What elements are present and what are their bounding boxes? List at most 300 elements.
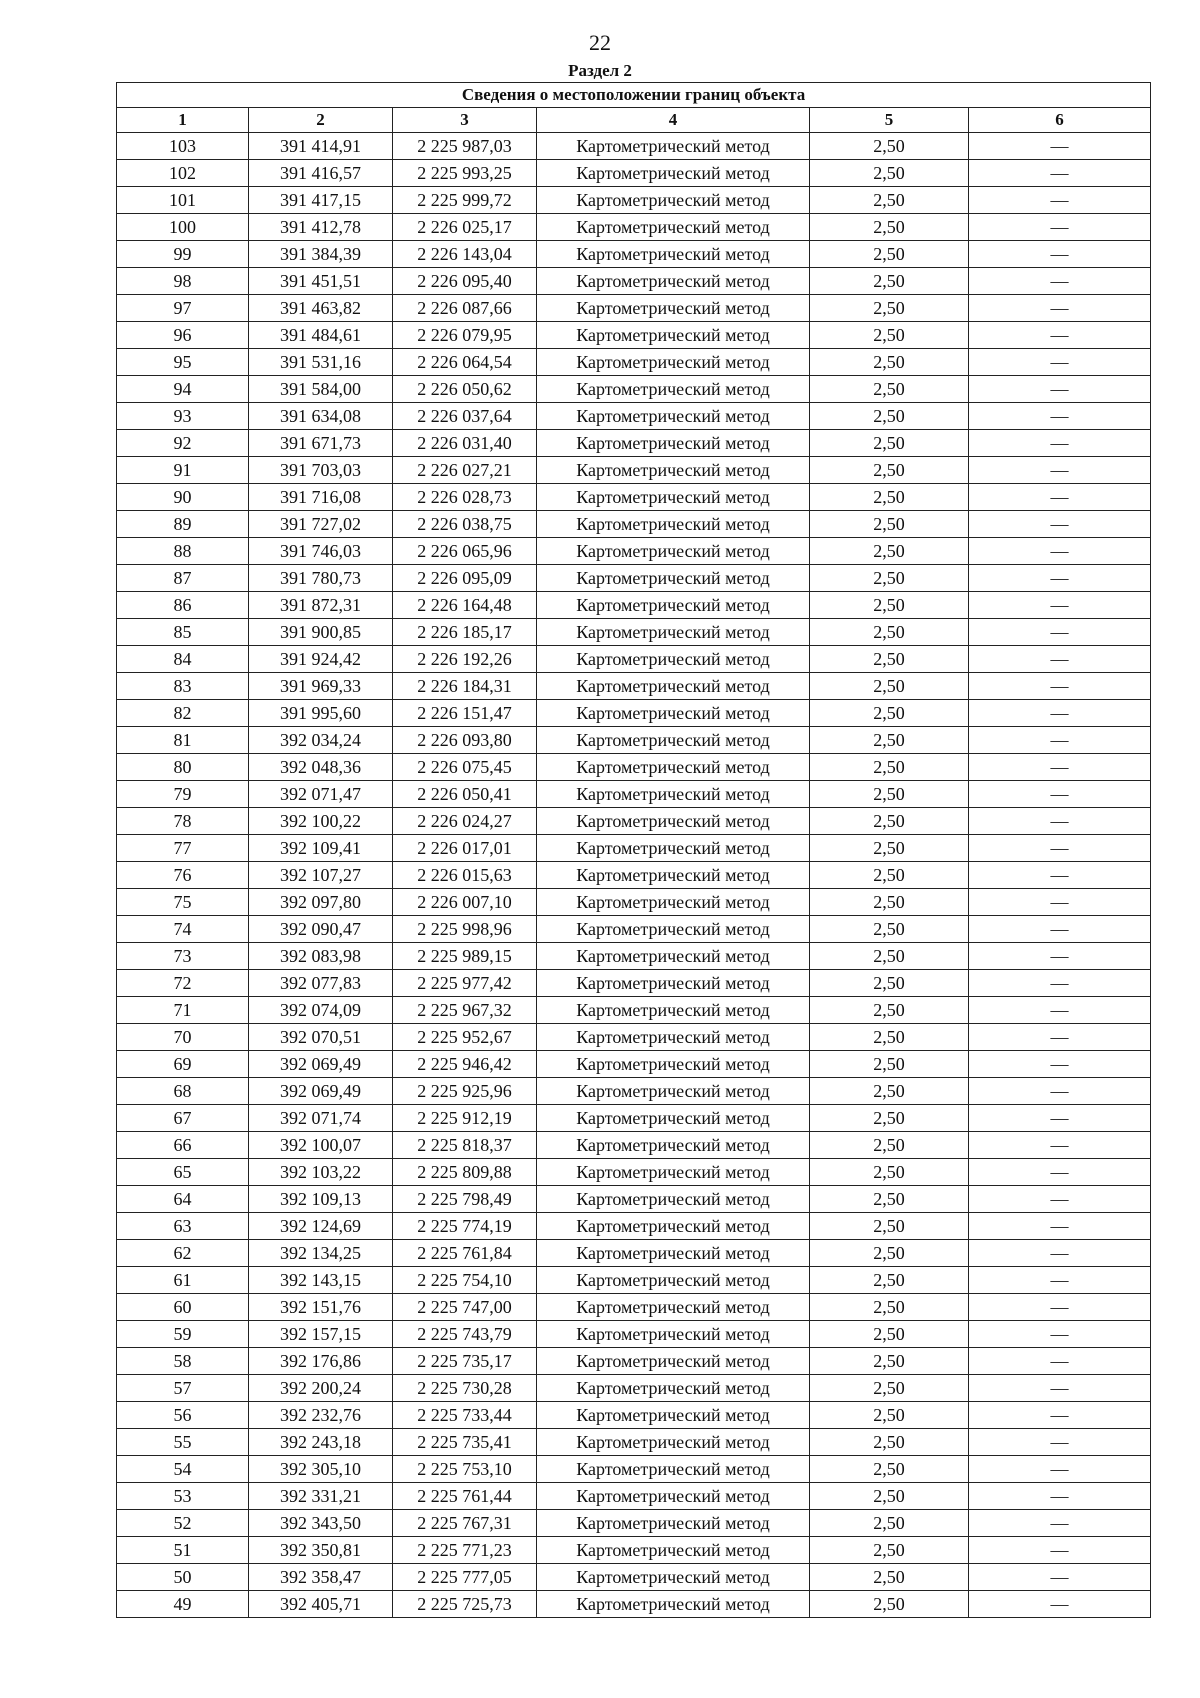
x-coordinate-cell: 391 727,02 [249, 511, 393, 538]
x-coordinate-cell: 392 176,86 [249, 1348, 393, 1375]
x-coordinate-cell: 391 484,61 [249, 322, 393, 349]
x-coordinate-cell: 391 780,73 [249, 565, 393, 592]
table-row [117, 1267, 1151, 1294]
accuracy-cell: 2,50 [810, 1591, 969, 1618]
note-cell: — [969, 808, 1151, 835]
table-row [117, 835, 1151, 862]
method-cell: Картометрический метод [537, 1402, 810, 1429]
y-coordinate-cell: 2 225 989,15 [393, 943, 537, 970]
method-cell: Картометрический метод [537, 1348, 810, 1375]
point-number-cell: 78 [117, 808, 249, 835]
note-cell: — [969, 160, 1151, 187]
x-coordinate-cell: 392 343,50 [249, 1510, 393, 1537]
table-row [117, 1510, 1151, 1537]
note-cell: — [969, 619, 1151, 646]
note-cell: — [969, 1294, 1151, 1321]
page-number: 22 [589, 30, 611, 55]
table-row [117, 1375, 1151, 1402]
x-coordinate-cell: 392 232,76 [249, 1402, 393, 1429]
note-cell: — [969, 1375, 1151, 1402]
x-coordinate-cell: 392 243,18 [249, 1429, 393, 1456]
accuracy-cell: 2,50 [810, 511, 969, 538]
x-coordinate-cell: 392 074,09 [249, 997, 393, 1024]
note-cell: — [969, 1402, 1151, 1429]
point-number-cell: 76 [117, 862, 249, 889]
accuracy-cell: 2,50 [810, 403, 969, 430]
note-cell: — [969, 1456, 1151, 1483]
note-cell: — [969, 970, 1151, 997]
table-row [117, 1240, 1151, 1267]
accuracy-cell: 2,50 [810, 592, 969, 619]
method-cell: Картометрический метод [537, 1321, 810, 1348]
note-cell: — [969, 1159, 1151, 1186]
accuracy-cell: 2,50 [810, 727, 969, 754]
point-number-cell: 54 [117, 1456, 249, 1483]
note-cell: — [969, 673, 1151, 700]
point-number-cell: 101 [117, 187, 249, 214]
accuracy-cell: 2,50 [810, 1240, 969, 1267]
point-number-cell: 66 [117, 1132, 249, 1159]
accuracy-cell: 2,50 [810, 781, 969, 808]
method-cell: Картометрический метод [537, 1186, 810, 1213]
y-coordinate-cell: 2 226 143,04 [393, 241, 537, 268]
x-coordinate-cell: 391 634,08 [249, 403, 393, 430]
y-coordinate-cell: 2 226 050,41 [393, 781, 537, 808]
y-coordinate-cell: 2 225 761,84 [393, 1240, 537, 1267]
y-coordinate-cell: 2 226 079,95 [393, 322, 537, 349]
method-cell: Картометрический метод [537, 916, 810, 943]
point-number-cell: 73 [117, 943, 249, 970]
note-cell: — [969, 1051, 1151, 1078]
note-cell: — [969, 727, 1151, 754]
point-number-cell: 68 [117, 1078, 249, 1105]
accuracy-cell: 2,50 [810, 808, 969, 835]
x-coordinate-cell: 392 100,07 [249, 1132, 393, 1159]
method-cell: Картометрический метод [537, 214, 810, 241]
accuracy-cell: 2,50 [810, 673, 969, 700]
point-number-cell: 55 [117, 1429, 249, 1456]
table-row [117, 538, 1151, 565]
y-coordinate-cell: 2 226 075,45 [393, 754, 537, 781]
accuracy-cell: 2,50 [810, 1051, 969, 1078]
method-cell: Картометрический метод [537, 646, 810, 673]
x-coordinate-cell: 391 924,42 [249, 646, 393, 673]
y-coordinate-cell: 2 225 993,25 [393, 160, 537, 187]
point-number-cell: 49 [117, 1591, 249, 1618]
method-cell: Картометрический метод [537, 1105, 810, 1132]
y-coordinate-cell: 2 225 912,19 [393, 1105, 537, 1132]
accuracy-cell: 2,50 [810, 619, 969, 646]
method-cell: Картометрический метод [537, 349, 810, 376]
accuracy-cell: 2,50 [810, 1213, 969, 1240]
accuracy-cell: 2,50 [810, 1483, 969, 1510]
point-number-cell: 94 [117, 376, 249, 403]
y-coordinate-cell: 2 226 065,96 [393, 538, 537, 565]
accuracy-cell: 2,50 [810, 268, 969, 295]
y-coordinate-cell: 2 225 735,17 [393, 1348, 537, 1375]
table-row [117, 619, 1151, 646]
y-coordinate-cell: 2 226 095,09 [393, 565, 537, 592]
table-row [117, 1105, 1151, 1132]
table-row [117, 241, 1151, 268]
x-coordinate-cell: 392 109,41 [249, 835, 393, 862]
note-cell: — [969, 376, 1151, 403]
point-number-cell: 85 [117, 619, 249, 646]
table-row [117, 511, 1151, 538]
point-number-cell: 84 [117, 646, 249, 673]
point-number-cell: 83 [117, 673, 249, 700]
accuracy-cell: 2,50 [810, 214, 969, 241]
method-cell: Картометрический метод [537, 295, 810, 322]
section-title: Раздел 2 [568, 61, 632, 80]
table-row [117, 1402, 1151, 1429]
point-number-cell: 99 [117, 241, 249, 268]
point-number-cell: 87 [117, 565, 249, 592]
point-number-cell: 92 [117, 430, 249, 457]
point-number-cell: 71 [117, 997, 249, 1024]
y-coordinate-cell: 2 226 184,31 [393, 673, 537, 700]
x-coordinate-cell: 392 070,51 [249, 1024, 393, 1051]
point-number-cell: 86 [117, 592, 249, 619]
note-cell: — [969, 511, 1151, 538]
method-cell: Картометрический метод [537, 619, 810, 646]
y-coordinate-cell: 2 225 730,28 [393, 1375, 537, 1402]
table-row [117, 1321, 1151, 1348]
y-coordinate-cell: 2 225 998,96 [393, 916, 537, 943]
x-coordinate-cell: 392 358,47 [249, 1564, 393, 1591]
table-row [117, 1348, 1151, 1375]
point-number-cell: 50 [117, 1564, 249, 1591]
method-cell: Картометрический метод [537, 376, 810, 403]
table-row [117, 1429, 1151, 1456]
method-cell: Картометрический метод [537, 1024, 810, 1051]
accuracy-cell: 2,50 [810, 1537, 969, 1564]
y-coordinate-cell: 2 225 743,79 [393, 1321, 537, 1348]
table-row [117, 430, 1151, 457]
accuracy-cell: 2,50 [810, 133, 969, 160]
x-coordinate-cell: 392 048,36 [249, 754, 393, 781]
table-row [117, 997, 1151, 1024]
x-coordinate-cell: 392 143,15 [249, 1267, 393, 1294]
x-coordinate-cell: 392 077,83 [249, 970, 393, 997]
method-cell: Картометрический метод [537, 1051, 810, 1078]
accuracy-cell: 2,50 [810, 1105, 969, 1132]
y-coordinate-cell: 2 226 037,64 [393, 403, 537, 430]
x-coordinate-cell: 392 071,47 [249, 781, 393, 808]
table-row [117, 457, 1151, 484]
note-cell: — [969, 835, 1151, 862]
x-coordinate-cell: 391 531,16 [249, 349, 393, 376]
accuracy-cell: 2,50 [810, 1294, 969, 1321]
method-cell: Картометрический метод [537, 187, 810, 214]
method-cell: Картометрический метод [537, 511, 810, 538]
y-coordinate-cell: 2 225 977,42 [393, 970, 537, 997]
x-coordinate-cell: 391 969,33 [249, 673, 393, 700]
y-coordinate-cell: 2 226 007,10 [393, 889, 537, 916]
y-coordinate-cell: 2 225 761,44 [393, 1483, 537, 1510]
x-coordinate-cell: 391 463,82 [249, 295, 393, 322]
point-number-cell: 88 [117, 538, 249, 565]
note-cell: — [969, 889, 1151, 916]
note-cell: — [969, 322, 1151, 349]
x-coordinate-cell: 391 414,91 [249, 133, 393, 160]
point-number-cell: 98 [117, 268, 249, 295]
method-cell: Картометрический метод [537, 592, 810, 619]
method-cell: Картометрический метод [537, 322, 810, 349]
note-cell: — [969, 1591, 1151, 1618]
x-coordinate-cell: 391 584,00 [249, 376, 393, 403]
table-row [117, 268, 1151, 295]
method-cell: Картометрический метод [537, 268, 810, 295]
method-cell: Картометрический метод [537, 700, 810, 727]
point-number-cell: 62 [117, 1240, 249, 1267]
y-coordinate-cell: 2 226 031,40 [393, 430, 537, 457]
y-coordinate-cell: 2 225 767,31 [393, 1510, 537, 1537]
method-cell: Картометрический метод [537, 1240, 810, 1267]
note-cell: — [969, 1483, 1151, 1510]
y-coordinate-cell: 2 225 771,23 [393, 1537, 537, 1564]
table-row [117, 889, 1151, 916]
point-number-cell: 57 [117, 1375, 249, 1402]
table-row [117, 673, 1151, 700]
note-cell: — [969, 349, 1151, 376]
x-coordinate-cell: 391 416,57 [249, 160, 393, 187]
note-cell: — [969, 1213, 1151, 1240]
table-row [117, 1294, 1151, 1321]
note-cell: — [969, 133, 1151, 160]
point-number-cell: 91 [117, 457, 249, 484]
accuracy-cell: 2,50 [810, 349, 969, 376]
table-row [117, 1483, 1151, 1510]
boundary-table [116, 82, 1151, 1618]
column-header: 1 [117, 108, 249, 133]
table-row [117, 943, 1151, 970]
y-coordinate-cell: 2 225 818,37 [393, 1132, 537, 1159]
y-coordinate-cell: 2 226 064,54 [393, 349, 537, 376]
point-number-cell: 67 [117, 1105, 249, 1132]
note-cell: — [969, 862, 1151, 889]
x-coordinate-cell: 391 671,73 [249, 430, 393, 457]
method-cell: Картометрический метод [537, 457, 810, 484]
y-coordinate-cell: 2 226 192,26 [393, 646, 537, 673]
y-coordinate-cell: 2 226 093,80 [393, 727, 537, 754]
table-row [117, 484, 1151, 511]
table-row [117, 862, 1151, 889]
y-coordinate-cell: 2 225 987,03 [393, 133, 537, 160]
table-row [117, 1537, 1151, 1564]
table-row [117, 916, 1151, 943]
column-header: 5 [810, 108, 969, 133]
table-row [117, 1213, 1151, 1240]
y-coordinate-cell: 2 226 151,47 [393, 700, 537, 727]
accuracy-cell: 2,50 [810, 484, 969, 511]
accuracy-cell: 2,50 [810, 430, 969, 457]
y-coordinate-cell: 2 226 164,48 [393, 592, 537, 619]
table-body [117, 83, 1151, 1618]
x-coordinate-cell: 392 157,15 [249, 1321, 393, 1348]
point-number-cell: 58 [117, 1348, 249, 1375]
point-number-cell: 96 [117, 322, 249, 349]
y-coordinate-cell: 2 226 050,62 [393, 376, 537, 403]
method-cell: Картометрический метод [537, 835, 810, 862]
point-number-cell: 74 [117, 916, 249, 943]
note-cell: — [969, 565, 1151, 592]
accuracy-cell: 2,50 [810, 1402, 969, 1429]
x-coordinate-cell: 392 097,80 [249, 889, 393, 916]
x-coordinate-cell: 391 995,60 [249, 700, 393, 727]
x-coordinate-cell: 392 090,47 [249, 916, 393, 943]
x-coordinate-cell: 392 405,71 [249, 1591, 393, 1618]
accuracy-cell: 2,50 [810, 1348, 969, 1375]
column-header: 3 [393, 108, 537, 133]
note-cell: — [969, 592, 1151, 619]
x-coordinate-cell: 392 107,27 [249, 862, 393, 889]
method-cell: Картометрический метод [537, 781, 810, 808]
method-cell: Картометрический метод [537, 538, 810, 565]
table-row [117, 1186, 1151, 1213]
y-coordinate-cell: 2 226 087,66 [393, 295, 537, 322]
method-cell: Картометрический метод [537, 1294, 810, 1321]
y-coordinate-cell: 2 225 967,32 [393, 997, 537, 1024]
method-cell: Картометрический метод [537, 970, 810, 997]
point-number-cell: 53 [117, 1483, 249, 1510]
accuracy-cell: 2,50 [810, 835, 969, 862]
accuracy-cell: 2,50 [810, 457, 969, 484]
method-cell: Картометрический метод [537, 1159, 810, 1186]
method-cell: Картометрический метод [537, 133, 810, 160]
point-number-cell: 63 [117, 1213, 249, 1240]
note-cell: — [969, 646, 1151, 673]
accuracy-cell: 2,50 [810, 322, 969, 349]
accuracy-cell: 2,50 [810, 862, 969, 889]
table-row [117, 295, 1151, 322]
method-cell: Картометрический метод [537, 808, 810, 835]
point-number-cell: 102 [117, 160, 249, 187]
point-number-cell: 69 [117, 1051, 249, 1078]
table-row [117, 781, 1151, 808]
table-row [117, 322, 1151, 349]
y-coordinate-cell: 2 226 017,01 [393, 835, 537, 862]
note-cell: — [969, 187, 1151, 214]
method-cell: Картометрический метод [537, 997, 810, 1024]
method-cell: Картометрический метод [537, 484, 810, 511]
accuracy-cell: 2,50 [810, 889, 969, 916]
note-cell: — [969, 1537, 1151, 1564]
x-coordinate-cell: 391 451,51 [249, 268, 393, 295]
accuracy-cell: 2,50 [810, 565, 969, 592]
point-number-cell: 64 [117, 1186, 249, 1213]
note-cell: — [969, 781, 1151, 808]
table-row [117, 700, 1151, 727]
y-coordinate-cell: 2 226 185,17 [393, 619, 537, 646]
column-header: 4 [537, 108, 810, 133]
method-cell: Картометрический метод [537, 403, 810, 430]
x-coordinate-cell: 391 716,08 [249, 484, 393, 511]
accuracy-cell: 2,50 [810, 1078, 969, 1105]
accuracy-cell: 2,50 [810, 700, 969, 727]
point-number-cell: 90 [117, 484, 249, 511]
y-coordinate-cell: 2 225 754,10 [393, 1267, 537, 1294]
accuracy-cell: 2,50 [810, 376, 969, 403]
accuracy-cell: 2,50 [810, 646, 969, 673]
method-cell: Картометрический метод [537, 1510, 810, 1537]
point-number-cell: 65 [117, 1159, 249, 1186]
point-number-cell: 80 [117, 754, 249, 781]
table-row [117, 403, 1151, 430]
table-row [117, 1132, 1151, 1159]
method-cell: Картометрический метод [537, 241, 810, 268]
table-row [117, 214, 1151, 241]
accuracy-cell: 2,50 [810, 187, 969, 214]
table-caption: Сведения о местоположении границ объекта [117, 83, 1151, 108]
y-coordinate-cell: 2 225 999,72 [393, 187, 537, 214]
note-cell: — [969, 754, 1151, 781]
point-number-cell: 79 [117, 781, 249, 808]
note-cell: — [969, 1105, 1151, 1132]
note-cell: — [969, 1348, 1151, 1375]
method-cell: Картометрический метод [537, 1456, 810, 1483]
method-cell: Картометрический метод [537, 1375, 810, 1402]
y-coordinate-cell: 2 225 735,41 [393, 1429, 537, 1456]
y-coordinate-cell: 2 226 024,27 [393, 808, 537, 835]
note-cell: — [969, 1321, 1151, 1348]
accuracy-cell: 2,50 [810, 1321, 969, 1348]
column-header: 6 [969, 108, 1151, 133]
y-coordinate-cell: 2 225 733,44 [393, 1402, 537, 1429]
method-cell: Картометрический метод [537, 862, 810, 889]
x-coordinate-cell: 392 124,69 [249, 1213, 393, 1240]
table-row [117, 1591, 1151, 1618]
x-coordinate-cell: 391 872,31 [249, 592, 393, 619]
table-row [117, 1159, 1151, 1186]
note-cell: — [969, 1267, 1151, 1294]
method-cell: Картометрический метод [537, 943, 810, 970]
point-number-cell: 56 [117, 1402, 249, 1429]
accuracy-cell: 2,50 [810, 970, 969, 997]
method-cell: Картометрический метод [537, 160, 810, 187]
y-coordinate-cell: 2 225 952,67 [393, 1024, 537, 1051]
method-cell: Картометрический метод [537, 565, 810, 592]
note-cell: — [969, 403, 1151, 430]
x-coordinate-cell: 392 109,13 [249, 1186, 393, 1213]
y-coordinate-cell: 2 225 777,05 [393, 1564, 537, 1591]
table-row [117, 727, 1151, 754]
accuracy-cell: 2,50 [810, 1267, 969, 1294]
x-coordinate-cell: 391 384,39 [249, 241, 393, 268]
table-row [117, 970, 1151, 997]
table-row [117, 754, 1151, 781]
point-number-cell: 82 [117, 700, 249, 727]
x-coordinate-cell: 391 412,78 [249, 214, 393, 241]
note-cell: — [969, 268, 1151, 295]
y-coordinate-cell: 2 225 725,73 [393, 1591, 537, 1618]
y-coordinate-cell: 2 225 946,42 [393, 1051, 537, 1078]
method-cell: Картометрический метод [537, 1213, 810, 1240]
table-row [117, 376, 1151, 403]
table-row [117, 646, 1151, 673]
table-row [117, 1024, 1151, 1051]
point-number-cell: 75 [117, 889, 249, 916]
point-number-cell: 59 [117, 1321, 249, 1348]
x-coordinate-cell: 391 703,03 [249, 457, 393, 484]
point-number-cell: 61 [117, 1267, 249, 1294]
note-cell: — [969, 295, 1151, 322]
note-cell: — [969, 1429, 1151, 1456]
x-coordinate-cell: 391 900,85 [249, 619, 393, 646]
method-cell: Картометрический метод [537, 673, 810, 700]
accuracy-cell: 2,50 [810, 538, 969, 565]
accuracy-cell: 2,50 [810, 1186, 969, 1213]
